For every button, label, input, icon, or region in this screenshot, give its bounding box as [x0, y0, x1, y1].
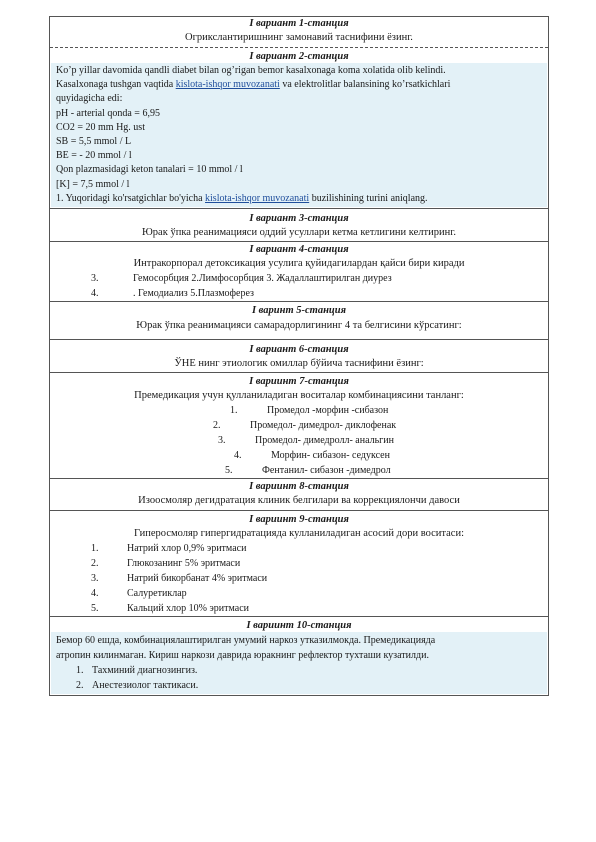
- station-10-task: [56, 678, 547, 693]
- station-8: [50, 480, 548, 511]
- station-5: [50, 304, 548, 340]
- station-7-option: [50, 403, 548, 418]
- station-2: [50, 50, 548, 209]
- station-5-header: I варинт 5-станция: [251, 305, 347, 317]
- station-7-option-number: 1.: [230, 405, 238, 417]
- station-9-question: Гиперосмоляр гипергидратацияда кулланиладиган асосий дори воситаси:: [133, 528, 464, 540]
- station-9-option: [50, 541, 548, 556]
- station-10: [50, 619, 548, 694]
- station-9-option-number: 2.: [91, 558, 99, 570]
- station-7: [50, 375, 548, 479]
- station-10-task-number: 2.: [76, 680, 84, 692]
- station-2-line-3: quyidagicha edi:: [56, 93, 123, 105]
- station-7-header: I вариинт 7-станция: [249, 376, 349, 388]
- station-2-line-10-end: buzilishining turini aniqlang.: [309, 192, 428, 204]
- station-7-question: Премедикация учун қулланиладиган воситалар комбинациясини танланг:: [134, 390, 464, 402]
- kislota-ishqor-link[interactable]: kislota-ishqor muvozanati: [175, 79, 280, 91]
- station-2-line-5: CO2 = 20 mm Hg. ust: [56, 121, 145, 133]
- station-10-body: [51, 632, 547, 694]
- station-9: [50, 513, 548, 617]
- station-4-header: I вариант 4-станция: [249, 244, 349, 256]
- station-1-question: Огрикслантиришнинг замонавий таснифини ёзинг.: [185, 32, 413, 43]
- station-10-task-number: 1.: [76, 665, 84, 677]
- station-3-question: Юрак ўпка реанимацияси оддий усуллари кетма кетлигини келтиринг.: [142, 227, 456, 239]
- station-7-option: [50, 448, 548, 463]
- station-6-header: I вариант 6-станция: [249, 344, 349, 356]
- station-9-options: [50, 541, 548, 616]
- station-9-option-text: Кальций хлор 10% эритмаси: [127, 603, 249, 615]
- station-4-item-1: [50, 271, 548, 286]
- station-2-line-2-start: Kasalxonaga tushgan vaqtida: [56, 79, 176, 91]
- station-9-option: [50, 571, 548, 586]
- station-2-line-2-end: va elektrolitlar balansining ko’rsatkichlari: [279, 79, 451, 91]
- station-4-item-2: [50, 286, 548, 301]
- station-9-option-text: Салуретиклар: [127, 588, 187, 600]
- station-7-option-text: Фентанил- сибазон -димедрол: [262, 465, 391, 477]
- station-7-option-text: Промедол -морфин -сибазон: [267, 405, 389, 417]
- station-10-task: [56, 663, 547, 678]
- station-4: [50, 243, 548, 302]
- station-7-option-text: Промедол- димедрол- диклофенак: [250, 420, 397, 432]
- station-2-line-6: SB = 5,5 mmol / L: [56, 136, 132, 148]
- station-7-option-number: 3.: [218, 435, 226, 447]
- station-7-options: [50, 403, 548, 478]
- station-9-option-number: 5.: [91, 603, 99, 615]
- station-2-line-10-start: 1. Yuqoridagi ko'rsatgichlar bo'yicha: [56, 192, 206, 204]
- station-9-header: I вариинт 9-станция: [249, 514, 349, 526]
- station-2-line-10: [56, 192, 547, 206]
- station-7-option-text: Морфин- сибазон- седуксен: [271, 450, 390, 462]
- station-7-option: [50, 463, 548, 478]
- kislota-ishqor-link-2[interactable]: kislota-ishqor muvozanati: [205, 192, 310, 204]
- station-10-task-text: Тахминий диагнозингиз.: [92, 665, 198, 677]
- station-1-header: I вариант 1-станция: [249, 18, 349, 29]
- station-6: [50, 343, 548, 373]
- station-10-line-2: атропин килинмаган. Кириш наркози даврида юракнинг рефлектор тухташи кузатилди.: [56, 650, 429, 662]
- station-10-tasks: [56, 663, 547, 693]
- station-4-item-1-number: 3.: [91, 273, 99, 285]
- station-9-option-text: Глюкозанинг 5% эритмаси: [127, 558, 241, 570]
- station-10-task-text: Анестезиолог тактикаси.: [92, 680, 199, 692]
- station-8-question: Изоосмоляр дегидратация клиник белгилари ва коррекциялончи давоси: [138, 495, 460, 507]
- station-2-line-9: [K] = 7,5 mmol / l: [56, 178, 130, 190]
- station-7-option-text: Промедол- димедролл- анальгин: [255, 435, 394, 447]
- station-4-item-2-text: . Гемодиализ 5.Плазмоферез: [133, 288, 254, 300]
- station-10-line-1: Бемор 60 ешда, комбинациялаштирилган умумий наркоз утказилмокда. Премедикацияда: [56, 635, 436, 647]
- station-4-item-1-text: Гемосорбция 2.Лимфосорбция 3. Жадаллаштирилган диурез: [133, 273, 392, 285]
- station-7-option-number: 5.: [225, 465, 233, 477]
- station-2-line-1: Ko’p yillar davomida qandli diabet bilan og’rigan bemor kasalxonaga koma xolatida olib kelindi.: [56, 65, 446, 76]
- station-10-header: I вариинт 10-станция: [246, 620, 352, 632]
- station-4-question: Интракорпорал детоксикация усулига қуйидагилардан қайси бири киради: [133, 258, 465, 270]
- station-9-option-number: 3.: [91, 573, 99, 585]
- questions-table: [49, 16, 549, 696]
- station-9-option: [50, 601, 548, 616]
- station-9-option-number: 1.: [91, 543, 99, 555]
- station-9-option-text: Натрий бикорбанат 4% эритмаси: [127, 573, 268, 585]
- station-4-item-2-number: 4.: [91, 288, 99, 300]
- station-9-option-number: 4.: [91, 588, 99, 600]
- station-2-line-7: BE = - 20 mmol / l: [56, 150, 132, 162]
- station-2-line-2: [56, 78, 547, 92]
- station-7-option: [50, 433, 548, 448]
- station-2-header: I вариант 2-станция: [249, 51, 349, 62]
- station-9-option: [50, 586, 548, 601]
- station-3-header: I вариант 3-станция: [249, 213, 349, 225]
- station-6-question: ЎНЕ нинг этиологик омиллар бўйича таснифини ёзинг:: [174, 358, 424, 370]
- station-9-option: [50, 556, 548, 571]
- station-9-option-text: Натрий хлор 0,9% эритмаси: [127, 543, 247, 555]
- station-8-header: I вариинт 8-станция: [249, 481, 349, 493]
- station-7-option: [50, 418, 548, 433]
- station-2-line-4: pH - arterial qonda = 6,95: [56, 107, 160, 119]
- station-2-line-8: Qon plazmasidagi keton tanalari = 10 mmol / l: [56, 164, 243, 176]
- station-3: [50, 212, 548, 242]
- station-7-option-number: 2.: [213, 420, 221, 432]
- station-2-body: [51, 63, 547, 207]
- station-1: [50, 17, 548, 48]
- station-7-option-number: 4.: [234, 450, 242, 462]
- station-5-question: Юрак ўпка реанимацияси самарадорлигининг 4 та белгисини кўрсатинг:: [136, 320, 462, 332]
